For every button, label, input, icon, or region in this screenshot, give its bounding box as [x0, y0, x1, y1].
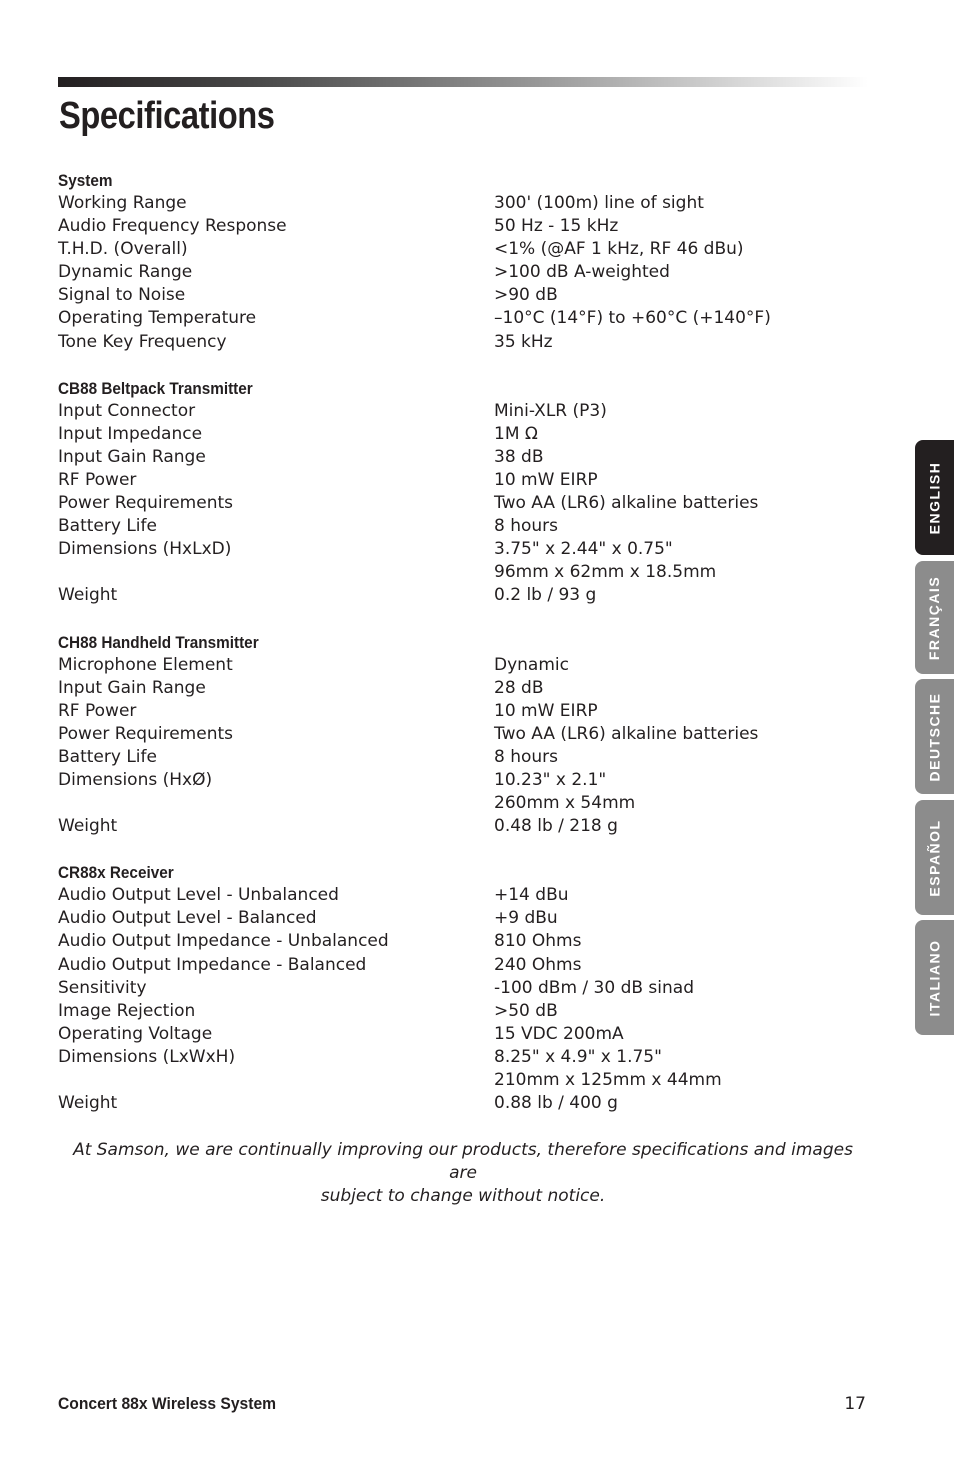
spec-label: Image Rejection	[58, 1000, 196, 1021]
language-tab-label: ITALIANO	[926, 938, 943, 1017]
spec-row	[58, 907, 858, 930]
spec-label: RF Power	[58, 469, 137, 490]
header-gradient-bar	[58, 77, 868, 87]
section-title: System	[58, 171, 113, 190]
spec-section	[58, 861, 858, 1115]
section-title: CB88 Beltpack Transmitter	[58, 378, 253, 398]
language-tab-label: ENGLISH	[926, 461, 943, 534]
spec-row	[58, 331, 858, 354]
spec-row	[58, 400, 858, 423]
spec-label: Working Range	[58, 193, 187, 213]
spec-label: Operating Voltage	[58, 1023, 213, 1044]
spec-value: 15 VDC 200mA	[494, 1023, 624, 1044]
spec-row	[58, 538, 858, 584]
spec-row	[58, 584, 858, 607]
spec-value: 300' (100m) line of sight	[494, 193, 704, 213]
spec-value: Two AA (LR6) alkaline batteries	[494, 493, 759, 514]
spec-row	[58, 723, 858, 746]
spec-value: 3.75" x 2.44" x 0.75" 96mm x 62mm x 18.5mm	[494, 539, 717, 583]
spec-row	[58, 1092, 858, 1115]
spec-value: 38 dB	[494, 446, 544, 467]
section-title: CH88 Handheld Transmitter	[58, 632, 259, 652]
spec-label: Input Impedance	[58, 423, 203, 444]
spec-value: <1% (@AF 1 kHz, RF 46 dBu)	[494, 239, 744, 260]
spec-row	[58, 954, 858, 977]
spec-value: 8.25" x 4.9" x 1.75" 210mm x 125mm x 44mm	[494, 1046, 722, 1090]
spec-section	[58, 169, 858, 354]
spec-label: RF Power	[58, 700, 137, 721]
section-title: CR88x Receiver	[58, 863, 174, 883]
spec-label: Tone Key Frequency	[58, 331, 227, 352]
spec-label: Weight	[58, 585, 118, 606]
spec-row	[58, 1000, 858, 1023]
spec-row	[58, 884, 858, 907]
spec-value: 0.2 lb / 93 g	[494, 585, 597, 606]
spec-value: 10.23" x 2.1" 260mm x 54mm	[494, 769, 636, 814]
spec-value: >100 dB A-weighted	[494, 262, 670, 283]
spec-row	[58, 746, 858, 769]
spec-row	[58, 261, 858, 284]
language-tab-label: ESPAÑOL	[926, 818, 943, 897]
language-tab-deutsche[interactable]	[915, 679, 954, 794]
spec-row	[58, 1023, 858, 1046]
spec-label: Dimensions (HxØ)	[58, 769, 213, 790]
spec-label: Sensitivity	[58, 977, 147, 998]
spec-row	[58, 815, 858, 838]
spec-value: Dynamic	[494, 654, 569, 675]
spec-value: Mini-XLR (P3)	[494, 400, 607, 421]
spec-label: Audio Frequency Response	[58, 216, 287, 237]
spec-section	[58, 631, 858, 839]
spec-row	[58, 215, 858, 238]
spec-row	[58, 446, 858, 469]
spec-value: 810 Ohms	[494, 931, 582, 952]
spec-value: 50 Hz - 15 kHz	[494, 216, 619, 237]
spec-label: Weight	[58, 816, 118, 837]
spec-label: Input Gain Range	[58, 446, 206, 467]
spec-row	[58, 192, 858, 215]
spec-value: 8 hours	[494, 746, 559, 767]
spec-label: Dynamic Range	[58, 262, 193, 283]
spec-label: Signal to Noise	[58, 285, 186, 306]
footer-product-name: Concert 88x Wireless System	[58, 1394, 277, 1413]
spec-row	[58, 654, 858, 677]
page-number: 17	[844, 1394, 866, 1414]
spec-value: 1M Ω	[494, 423, 538, 444]
spec-label: Microphone Element	[58, 654, 233, 675]
spec-row	[58, 700, 858, 723]
spec-value: -100 dBm / 30 dB sinad	[494, 977, 694, 998]
spec-label: Input Gain Range	[58, 677, 206, 698]
spec-value: 28 dB	[494, 677, 544, 698]
specifications-list	[58, 169, 858, 1138]
spec-label: Input Connector	[58, 400, 196, 421]
spec-value: 0.48 lb / 218 g	[494, 816, 618, 837]
spec-value: >50 dB	[494, 1000, 558, 1021]
language-tab-italiano[interactable]	[915, 920, 954, 1035]
spec-label: Battery Life	[58, 516, 157, 537]
spec-label: Audio Output Level - Balanced	[58, 908, 317, 929]
spec-label: Power Requirements	[58, 493, 233, 514]
spec-row	[58, 515, 858, 538]
language-tab-español[interactable]	[915, 800, 954, 915]
spec-label: Power Requirements	[58, 723, 233, 744]
language-tab-english[interactable]	[915, 440, 954, 555]
spec-row	[58, 284, 858, 307]
disclaimer-note	[58, 1139, 868, 1208]
spec-row	[58, 930, 858, 953]
spec-label: Audio Output Level - Unbalanced	[58, 885, 339, 906]
disclaimer-line: At Samson, we are continually improving our products, therefore specifications and images are	[73, 1140, 853, 1183]
page-title: Specifications	[59, 95, 275, 137]
spec-value: +14 dBu	[494, 885, 569, 906]
spec-label: T.H.D. (Overall)	[58, 239, 188, 260]
spec-value: 10 mW EIRP	[494, 469, 598, 490]
spec-row	[58, 307, 858, 330]
spec-label: Operating Temperature	[58, 308, 257, 329]
spec-value: 240 Ohms	[494, 954, 582, 975]
spec-value: >90 dB	[494, 285, 558, 306]
spec-value: 35 kHz	[494, 331, 553, 352]
spec-row	[58, 469, 858, 492]
spec-value: Two AA (LR6) alkaline batteries	[494, 723, 759, 744]
spec-section	[58, 377, 858, 608]
spec-row	[58, 423, 858, 446]
spec-row	[58, 677, 858, 700]
spec-label: Dimensions (LxWxH)	[58, 1046, 236, 1067]
spec-label: Audio Output Impedance - Balanced	[58, 954, 367, 975]
spec-row	[58, 769, 858, 815]
language-tab-label: FRANÇAIS	[926, 575, 943, 660]
language-tab-français[interactable]	[915, 561, 954, 674]
spec-row	[58, 238, 858, 261]
spec-row	[58, 492, 858, 515]
disclaimer-line: subject to change without notice.	[320, 1186, 606, 1206]
spec-value: 8 hours	[494, 516, 559, 537]
spec-label: Weight	[58, 1093, 118, 1114]
spec-value: –10°C (14°F) to +60°C (+140°F)	[494, 308, 771, 329]
language-tab-label: DEUTSCHE	[926, 691, 943, 782]
spec-row	[58, 1046, 858, 1092]
spec-row	[58, 977, 858, 1000]
spec-value: 10 mW EIRP	[494, 700, 598, 721]
spec-label: Battery Life	[58, 746, 157, 767]
spec-label: Audio Output Impedance - Unbalanced	[58, 931, 389, 952]
spec-value: +9 dBu	[494, 908, 558, 929]
spec-value: 0.88 lb / 400 g	[494, 1093, 618, 1114]
spec-label: Dimensions (HxLxD)	[58, 539, 232, 560]
